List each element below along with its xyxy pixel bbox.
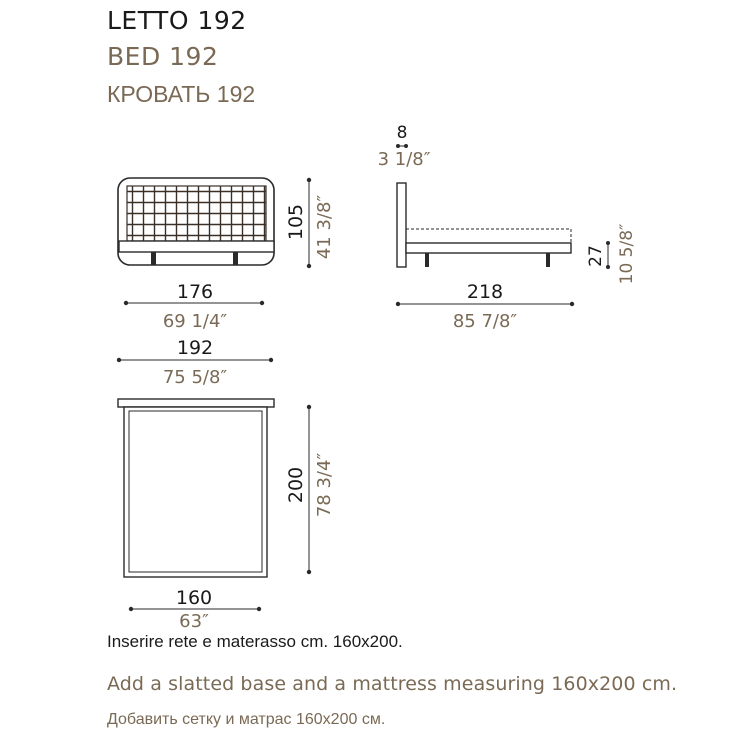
side-length-cm: 218 (466, 281, 504, 303)
side-leg-left (425, 253, 429, 267)
dim-side-thickness (378, 123, 431, 170)
dim-side-length (396, 281, 574, 332)
side-length-in: 85 7/8″ (452, 311, 518, 332)
dim-front-height (285, 178, 335, 268)
top-inner-width-in: 63″ (179, 611, 209, 632)
dim-top-length (285, 405, 335, 574)
note-russian: Добавить сетку и матрас 160x200 см. (107, 711, 386, 728)
top-overall-width-in: 75 5/8″ (162, 367, 228, 388)
side-base-height-cm: 27 (586, 245, 606, 267)
side-mattress (406, 229, 571, 243)
front-height-in: 41 3/8″ (314, 194, 335, 260)
dim-top-inner-width (129, 587, 261, 632)
headboard-quilting (127, 186, 266, 241)
side-thickness-cm: 8 (396, 123, 408, 143)
side-thickness-in: 3 1/8″ (377, 149, 431, 170)
dim-side-base-height (586, 224, 637, 285)
side-base-height-in: 10 5/8″ (617, 223, 637, 285)
side-leg-right (546, 253, 550, 267)
side-view (397, 183, 571, 267)
front-height-cm: 105 (285, 203, 307, 241)
dim-top-overall-width (117, 337, 273, 388)
top-inner-width-cm: 160 (175, 587, 213, 609)
dim-front-width (124, 281, 264, 332)
front-bed-frame (119, 241, 274, 252)
front-leg-left (151, 252, 156, 265)
title-english: BED 192 (107, 42, 219, 71)
front-width-in: 69 1/4″ (162, 311, 228, 332)
top-overall-width-cm: 192 (176, 337, 214, 359)
top-headboard (118, 399, 274, 407)
top-view (118, 399, 274, 577)
front-width-cm: 176 (176, 281, 214, 303)
title-russian: КРОВАТЬ 192 (107, 81, 256, 107)
side-bed-frame (406, 243, 571, 253)
title-italian: LETTO 192 (107, 6, 247, 35)
front-leg-right (233, 252, 238, 265)
top-frame-outer (124, 407, 267, 577)
side-headboard (397, 183, 406, 267)
top-length-in: 78 3/4″ (314, 452, 335, 518)
front-view (118, 178, 274, 265)
note-english: Add a slatted base and a mattress measuring 160x200 cm. (107, 673, 678, 695)
note-italian: Inserire rete e materasso cm. 160x200. (107, 632, 403, 651)
top-length-cm: 200 (285, 466, 307, 504)
